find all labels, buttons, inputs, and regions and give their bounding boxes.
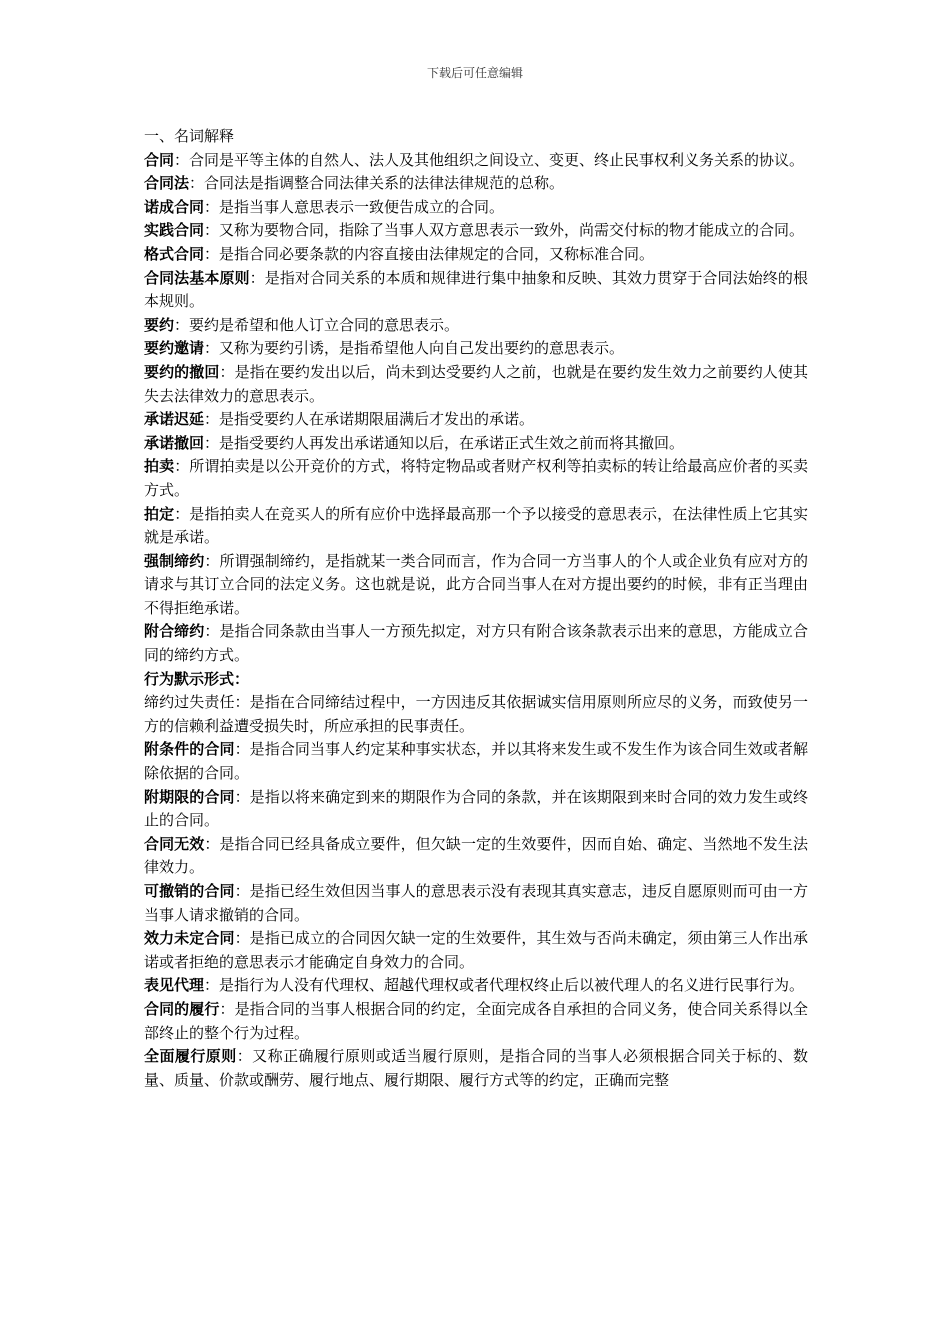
definition-list-continued	[144, 738, 808, 1092]
definition-entry	[144, 172, 808, 196]
definition-entry	[144, 998, 808, 1045]
term-separator: ：	[204, 976, 220, 995]
definition-entry	[144, 337, 808, 361]
definition-term: 拍卖	[144, 457, 175, 476]
term-separator: ：	[204, 197, 220, 216]
definition-text: 是指合同必要条款的内容直接由法律规定的合同，又称标准合同。	[219, 244, 655, 263]
term-separator: ：	[236, 1047, 253, 1066]
definition-entry	[144, 927, 808, 974]
definition-entry	[144, 738, 808, 785]
definition-text: 是指合同当事人约定某种事实状态，并以其将来发生或不发生作为该合同生效或者解除依据的合同。	[144, 740, 808, 783]
definition-text: 是指已经生效但因当事人的意思表示没有表现其真实意志，违反自愿原则而可由一方当事人请求撤销的合同。	[144, 882, 808, 924]
term-separator: ：	[219, 999, 235, 1018]
definition-entry	[144, 267, 808, 314]
definition-term: 实践合同	[144, 221, 205, 240]
term-separator: ：	[204, 433, 220, 452]
definition-entry-plain: 缔约过失责任：是指在合同缔结过程中，一方因违反其依据诚实信用原则所应尽的义务，而致使另一方的信赖利益遭受损失时，所应承担的民事责任。	[144, 693, 808, 735]
definition-text: 是指已成立的合同因欠缺一定的生效要件，其生效与否尚未确定，须由第三人作出承诺或者拒绝的意思表示才能确定自身效力的合同。	[144, 929, 808, 971]
definition-term: 合同法	[144, 174, 190, 193]
term-separator: ：	[174, 315, 190, 334]
term-separator: ：	[204, 622, 220, 641]
definition-term: 强制缔约	[144, 551, 205, 570]
definition-term: 全面履行原则	[144, 1047, 237, 1066]
term-separator: ：	[219, 362, 235, 381]
definition-term: 可撤销的合同	[144, 882, 235, 900]
definition-text: 是指合同已经具备成立要件，但欠缺一定的生效要件，因而自始、确定、当然地不发生法律效力。	[144, 834, 808, 877]
definition-text: 所谓强制缔约，是指就某一类合同而言，作为合同一方当事人的个人或企业负有应对方的请求与其订立合同的法定义务。这也就是说，此方合同当事人在对方提出要约的时候，非有正当理由不得拒绝承诺。	[144, 551, 808, 617]
definition-entry	[144, 786, 808, 833]
term-separator: ：	[204, 551, 220, 570]
definition-term: 合同的履行	[144, 999, 220, 1018]
definition-text: 是指合同条款由当事人一方预先拟定，对方只有附合该条款表示出来的意思，方能成立合同的缔约方式。	[144, 622, 808, 665]
definition-term: 效力未定合同	[144, 929, 235, 948]
definition-text: 是指合同的当事人根据合同的约定，全面完成各自承担的合同义务，使合同关系得以全部终止的整个行为过程。	[144, 999, 808, 1042]
term-separator: ：	[249, 268, 265, 287]
definition-text: 是指行为人没有代理权、超越代理权或者代理权终止后以被代理人的名义进行民事行为。	[219, 976, 805, 995]
definition-text: 是指拍卖人在竞买人的所有应价中选择最高那一个予以接受的意思表示，在法律性质上它其实就是承诺。	[144, 504, 808, 547]
definition-text: 又称为要物合同，指除了当事人双方意思表示一致外，尚需交付标的物才能成立的合同。	[219, 221, 805, 240]
definition-entry	[144, 219, 808, 243]
term-separator: ：	[204, 244, 220, 263]
section-heading: 一、名词解释	[144, 127, 235, 145]
page-header: 下载后可任意编辑	[426, 66, 523, 80]
definition-entry	[144, 620, 808, 667]
definition-text: 是指对合同关系的本质和规律进行集中抽象和反映、其效力贯穿于合同法始终的根本规则。	[144, 268, 808, 311]
definition-entry	[144, 1045, 808, 1092]
definition-term: 格式合同	[144, 244, 205, 263]
definition-text: 是指在要约发出以后，尚未到达受要约人之前，也就是在要约发生效力之前要约人使其失去法律效力的意思表示。	[144, 362, 808, 405]
definition-term: 诺成合同	[144, 197, 205, 216]
definition-term: 承诺撤回	[144, 433, 205, 452]
document-body	[144, 125, 808, 1092]
term-separator: ：	[234, 787, 250, 806]
definition-text: 合同是平等主体的自然人、法人及其他组织之间设立、变更、终止民事权利义务关系的协议。	[189, 150, 805, 169]
definition-term: 附条件的合同	[144, 740, 235, 759]
definition-term: 合同法基本原则	[144, 268, 250, 287]
definition-term: 要约的撤回	[144, 362, 220, 381]
term-separator: ：	[204, 834, 220, 853]
definition-text: 又称为要约引诱，是指希望他人向自己发出要约的意思表示。	[219, 339, 625, 358]
definition-entry	[144, 314, 808, 338]
subheading: 行为默示形式：	[144, 669, 250, 688]
term-separator: ：	[204, 339, 220, 358]
definition-term: 要约邀请	[144, 339, 205, 358]
term-separator: ：	[234, 929, 250, 948]
definition-entry	[144, 408, 808, 432]
definition-entry	[144, 833, 808, 880]
term-separator: ：	[204, 410, 220, 429]
definition-text: 所谓拍卖是以公开竞价的方式，将特定物品或者财产权利等拍卖标的转让给最高应价者的买卖方式。	[144, 457, 808, 499]
definition-text: 要约是希望和他人订立合同的意思表示。	[189, 315, 460, 334]
definition-entry	[144, 149, 808, 173]
definition-entry	[144, 196, 808, 220]
definition-term: 附合缔约	[144, 622, 205, 641]
definition-entry	[144, 880, 808, 927]
definition-text: 是指当事人意思表示一致便告成立的合同。	[219, 197, 505, 216]
definition-term: 合同	[144, 150, 175, 169]
definition-entry	[144, 432, 808, 456]
definition-entry	[144, 243, 808, 267]
term-separator: ：	[174, 150, 190, 169]
definition-text: 是指受要约人在承诺期限届满后才发出的承诺。	[219, 410, 535, 429]
term-separator: ：	[204, 221, 220, 240]
term-separator: ：	[174, 504, 190, 523]
definition-entry	[144, 361, 808, 408]
definition-text: 是指以将来确定到来的期限作为合同的条款，并在该期限到来时合同的效力发生或终止的合同。	[144, 787, 808, 830]
definition-term: 承诺迟延	[144, 410, 205, 429]
definition-entry	[144, 550, 808, 621]
term-separator: ：	[234, 740, 250, 759]
definition-term: 附期限的合同	[144, 787, 235, 806]
definition-text: 是指受要约人再发出承诺通知以后，在承诺正式生效之前而将其撤回。	[219, 433, 685, 452]
definition-term: 拍定	[144, 504, 175, 523]
definition-entry	[144, 503, 808, 550]
definition-text: 又称正确履行原则或适当履行原则，是指合同的当事人必须根据合同关于标的、数量、质量、价款或酬劳、履行地点、履行期限、履行方式等的约定，正确而完整	[144, 1047, 808, 1089]
term-separator: ：	[174, 457, 190, 476]
definition-text: 合同法是指调整合同法律关系的法律法律规范的总称。	[204, 174, 565, 193]
definition-list	[144, 149, 808, 668]
term-separator: ：	[234, 882, 250, 900]
definition-entry	[144, 455, 808, 502]
definition-term: 要约	[144, 315, 175, 334]
definition-term: 表见代理	[144, 976, 205, 995]
definition-term: 合同无效	[144, 834, 205, 853]
term-separator: ：	[189, 174, 205, 193]
definition-entry	[144, 974, 808, 998]
